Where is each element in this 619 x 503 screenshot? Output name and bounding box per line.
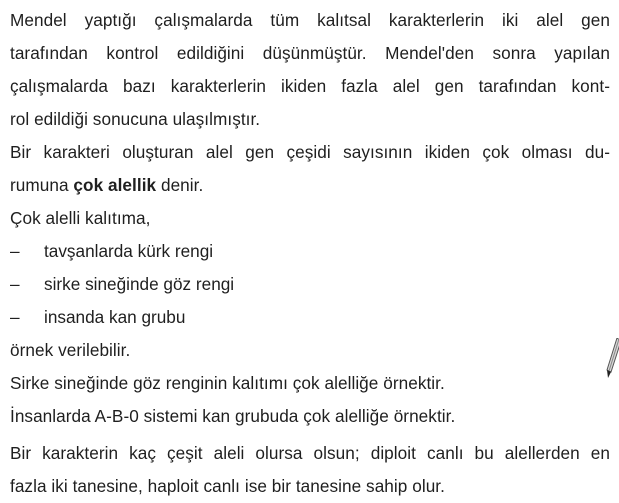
paragraph-1-line-4: rol edildiği sonucuna ulaşılmıştır. [10, 109, 261, 129]
dash-marker: – [10, 274, 20, 294]
paragraph-2-line-1: Bir karakteri oluşturan alel gen çeşidi sayısının ikiden çok olması du- [10, 142, 610, 162]
paragraph-1-line-1: Mendel yaptığı çalışmalarda tüm kalıtsal karakterlerin iki alel gen [10, 10, 610, 30]
statement-1: Sirke sineğinde göz renginin kalıtımı çok alelliğe örnektir. [10, 373, 445, 393]
example-item [10, 235, 610, 268]
examples-outro: örnek verilebilir. [10, 340, 131, 360]
term-cok-alellik: çok alellik [73, 175, 157, 195]
paragraph-1-line-3: çalışmalarda bazı karakterlerin ikiden fazla alel gen tarafından kont- [10, 76, 610, 96]
dash-marker: – [10, 307, 20, 327]
example-item [10, 268, 610, 301]
statement-2: İnsanlarda A-B-0 sistemi kan grubuda çok alelliğe örnektir. [10, 406, 456, 426]
paragraph-3-line-1: Bir karakterin kaç çeşit aleli olursa olsun; diploit canlı bu alellerden en [10, 443, 610, 463]
dash-marker: – [10, 241, 20, 261]
example-item [10, 301, 610, 334]
paragraph-2-prefix: rumuna [10, 175, 74, 195]
paragraph-3-line-2: fazla iki tanesine, haploit canlı ise bir tanesine sahip olur. [10, 476, 445, 496]
paragraph-1-line-2: tarafından kontrol edildiğini düşünmüştür. Mendel'den sonra yapılan [10, 43, 610, 63]
document-body [10, 4, 610, 503]
examples-intro: Çok alelli kalıtıma, [10, 208, 151, 228]
example-text: tavşanlarda kürk rengi [44, 241, 214, 261]
pencil-icon [605, 338, 619, 378]
paragraph-2-line-2 [10, 169, 610, 202]
paragraph-2-suffix: denir. [156, 175, 204, 195]
example-text: sirke sineğinde göz rengi [44, 274, 235, 294]
example-text: insanda kan grubu [44, 307, 186, 327]
